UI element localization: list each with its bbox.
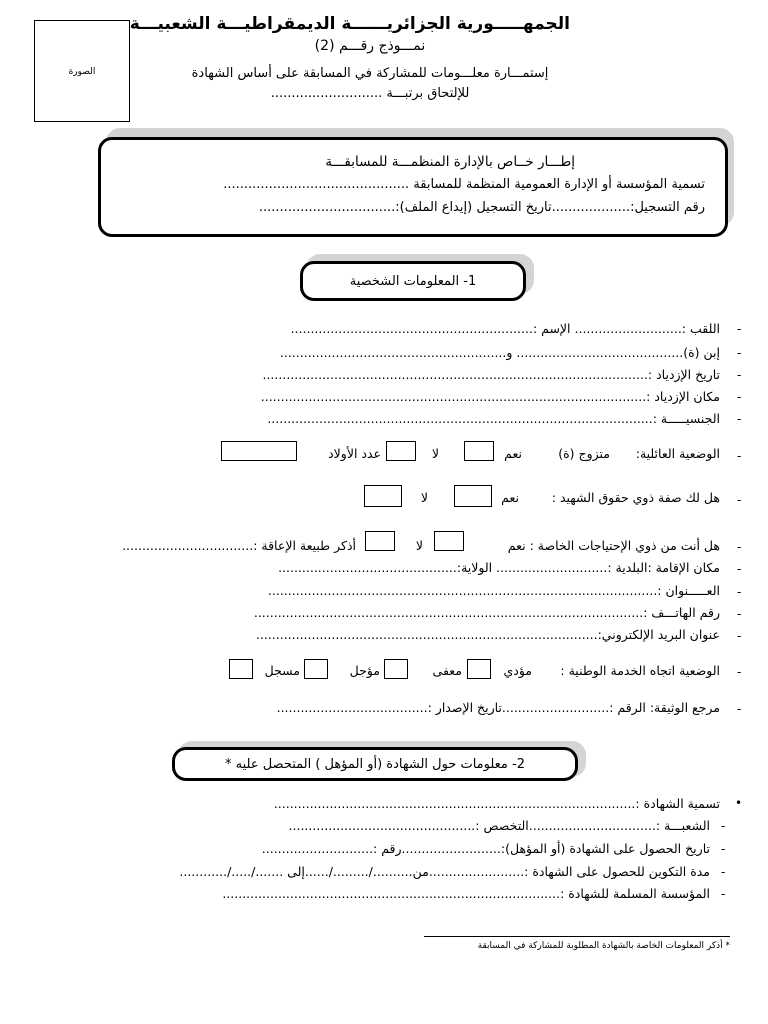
children-label: عدد الأولاد bbox=[328, 446, 381, 461]
section1-box bbox=[300, 261, 526, 301]
military-option-checkbox[interactable] bbox=[467, 659, 491, 679]
section1-title: 1- المعلومات الشخصية bbox=[349, 274, 477, 289]
branch-specialty-field[interactable]: الشعبـــة :................................التخصص :............................................... bbox=[288, 818, 710, 833]
photo-box bbox=[34, 20, 130, 122]
bullet: - bbox=[737, 665, 742, 679]
bullet: - bbox=[737, 346, 742, 360]
photo-label: الصورة bbox=[68, 67, 96, 77]
military-option-label: مؤجل bbox=[349, 663, 380, 678]
issuing-institution-field[interactable]: المؤسسة المسلمة للشهادة :..................................................................................... bbox=[222, 886, 710, 901]
married-yes-checkbox[interactable] bbox=[464, 441, 494, 461]
admin-reg-line[interactable]: رقم التسجيل:...................تاريخ التسجيل (إيداع الملف):................................. bbox=[258, 200, 705, 215]
bullet-dot: • bbox=[735, 796, 743, 810]
admin-box bbox=[98, 137, 728, 237]
document-reference-field[interactable]: مرجع الوثيقة: الرقم :...........................تاريخ الإصدار :...................................... bbox=[276, 700, 720, 715]
married-label: متزوج (ة) bbox=[558, 446, 610, 461]
training-duration-field[interactable]: مدة التكوين للحصول على الشهادة :........................من........../........./......إلى ......./...../............ bbox=[179, 864, 710, 879]
bullet: - bbox=[737, 629, 742, 643]
bullet: - bbox=[721, 842, 726, 856]
bullet: - bbox=[737, 702, 742, 716]
bullet: - bbox=[721, 819, 726, 833]
martyr-no-checkbox[interactable] bbox=[364, 485, 402, 507]
military-option-checkbox[interactable] bbox=[384, 659, 408, 679]
martyr-yes-label: نعم bbox=[501, 490, 519, 505]
martyr-yes-checkbox[interactable] bbox=[454, 485, 492, 507]
surname-field[interactable]: اللقب :........................... الإسم :............................................................. bbox=[290, 321, 720, 336]
form-subtitle: للإلتحاق برتبـــة ........................... bbox=[270, 86, 470, 101]
married-no-label: لا bbox=[431, 446, 439, 461]
bullet: - bbox=[737, 607, 742, 621]
children-count-box[interactable] bbox=[221, 441, 297, 461]
section2-box bbox=[172, 747, 578, 781]
bullet: - bbox=[737, 449, 742, 463]
child-of-field[interactable]: إبن (ة).......................................... و......................................................... bbox=[279, 345, 720, 360]
military-option-label: معفى bbox=[432, 663, 462, 678]
nationality-field[interactable]: الجنسيـــــة :................................................................................................. bbox=[267, 411, 720, 426]
republic-title: الجمهـــــورية الجزائريــــــة الديمقراطيـــة الشعبيـــة bbox=[129, 14, 570, 34]
military-option-checkbox[interactable] bbox=[304, 659, 328, 679]
form-title: إستمـــارة معلـــومات للمشاركة في المسابقة على أساس الشهادة bbox=[191, 66, 549, 81]
birth-place-field[interactable]: مكان الإزدياد :................................................................................................. bbox=[260, 389, 720, 404]
special-needs-no-label: لا bbox=[415, 538, 423, 553]
admin-org-line[interactable]: تسمية المؤسسة أو الإدارة العمومية المنظمة للمسابقة ............................................. bbox=[223, 177, 705, 192]
special-needs-no-checkbox[interactable] bbox=[365, 531, 395, 551]
martyr-no-label: لا bbox=[420, 490, 428, 505]
special-needs-label: هل أنت من ذوي الإحتياجات الخاصة : نعم bbox=[507, 538, 720, 553]
bullet: - bbox=[737, 368, 742, 382]
diploma-date-field[interactable]: تاريخ الحصول على الشهادة (أو المؤهل):.........................رقم :............................ bbox=[261, 841, 710, 856]
bullet: - bbox=[721, 865, 726, 879]
martyr-label: هل لك صفة ذوي حقوق الشهيد : bbox=[551, 490, 720, 505]
military-label: الوضعية اتجاه الخدمة الوطنية : bbox=[560, 663, 720, 678]
disability-type-field[interactable]: أذكر طبيعة الإعاقة :................................. bbox=[122, 538, 356, 553]
footnote-rule bbox=[424, 936, 730, 937]
diploma-name-field[interactable]: تسمية الشهادة :........................................................................................... bbox=[273, 796, 720, 811]
bullet: - bbox=[737, 562, 742, 576]
bullet: - bbox=[737, 390, 742, 404]
residence-field[interactable]: مكان الإقامة :البلدية :............................ الولاية:............................................. bbox=[278, 560, 720, 575]
model-number: نمـــوذج رقـــم (2) bbox=[314, 38, 426, 54]
bullet: - bbox=[737, 540, 742, 554]
section2-title: 2- معلومات حول الشهادة (أو المؤهل ) المتحصل عليه * bbox=[224, 757, 525, 772]
bullet: - bbox=[737, 322, 742, 336]
military-option-label: مؤدي bbox=[503, 663, 532, 678]
military-option-checkbox[interactable] bbox=[229, 659, 253, 679]
bullet: - bbox=[737, 412, 742, 426]
bullet: - bbox=[721, 887, 726, 901]
address-field[interactable]: العـــــنوان :.................................................................................................. bbox=[267, 583, 720, 598]
family-status-label: الوضعية العائلية: bbox=[635, 446, 720, 461]
special-needs-yes-checkbox[interactable] bbox=[434, 531, 464, 551]
email-field[interactable]: عنوان البريد الإلكتروني:...................................................................................... bbox=[255, 627, 720, 642]
bullet: - bbox=[737, 493, 742, 507]
married-no-checkbox[interactable] bbox=[386, 441, 416, 461]
admin-box-title: إطـــار خــاص بالإدارة المنظمـــة للمسابقـــة bbox=[325, 154, 575, 170]
phone-field[interactable]: رقم الهاتـــف :.................................................................................................. bbox=[253, 605, 720, 620]
married-yes-label: نعم bbox=[504, 446, 522, 461]
military-option-label: مسجل bbox=[264, 663, 300, 678]
birth-date-field[interactable]: تاريخ الإزدياد :................................................................................................. bbox=[262, 367, 720, 382]
bullet: - bbox=[737, 585, 742, 599]
footnote: * أذكر المعلومات الخاصة بالشهادة المطلوبة للمشاركة في المسابقة bbox=[477, 941, 730, 951]
